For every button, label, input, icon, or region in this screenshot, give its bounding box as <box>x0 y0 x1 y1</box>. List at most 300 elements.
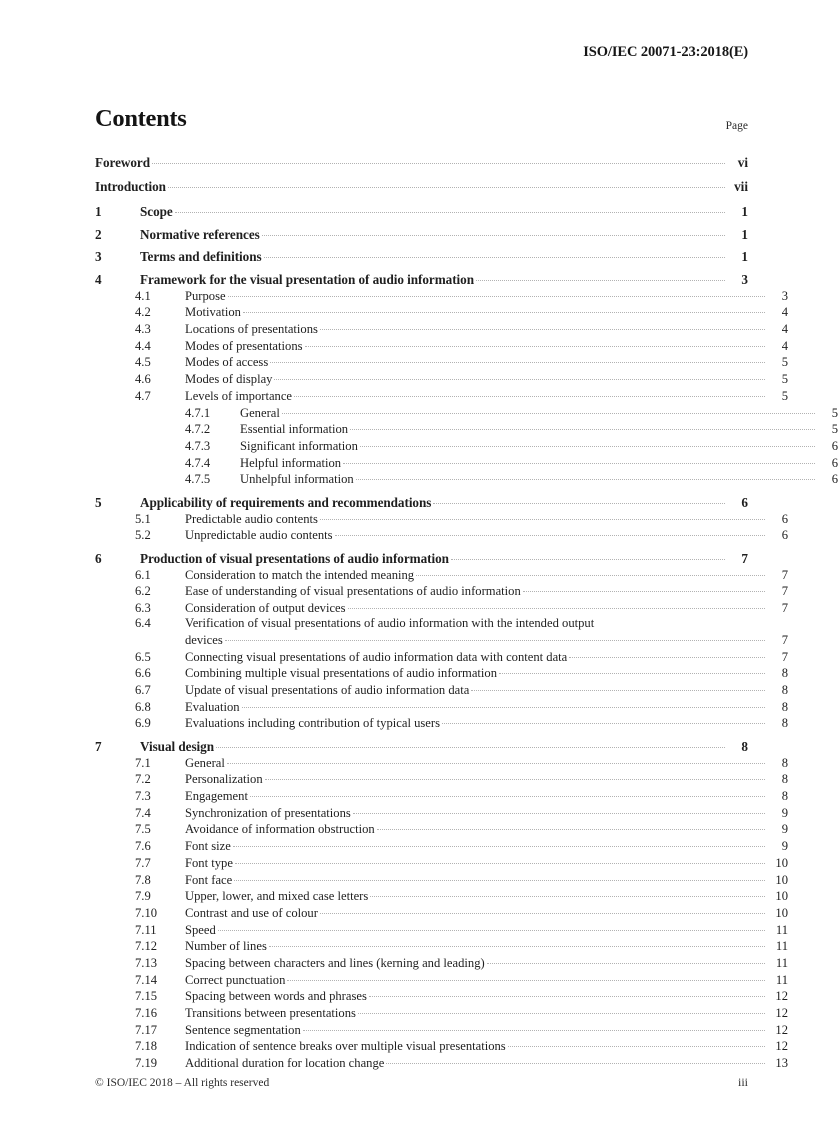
toc-entry-label: Unhelpful information <box>240 472 354 487</box>
toc-entry-label-leader <box>240 421 816 438</box>
toc-entry[interactable] <box>95 1004 788 1021</box>
toc-dot-leader <box>487 954 765 967</box>
toc-entry[interactable] <box>95 437 838 454</box>
toc-dot-leader <box>569 648 764 661</box>
toc-entry-number: 1 <box>95 203 102 219</box>
toc-entry[interactable] <box>95 888 788 905</box>
toc-entry[interactable] <box>95 510 788 527</box>
toc-entry-number: 4.7.4 <box>185 455 211 470</box>
toc-entry-number: 7.7 <box>135 855 151 870</box>
toc-entry-number: 4.2 <box>135 305 151 320</box>
toc-dot-leader <box>320 510 765 523</box>
toc-entry-label-leader <box>185 871 766 888</box>
toc-dot-leader <box>305 337 765 350</box>
toc-dot-leader <box>416 566 764 579</box>
toc-entry-label-leader <box>185 938 766 955</box>
toc-entry[interactable] <box>95 249 748 265</box>
toc-entry-label-leader <box>140 203 726 219</box>
toc-entry-label-leader <box>185 631 766 648</box>
toc-entry-number: 7.10 <box>135 905 158 920</box>
toc-entry-page-number: 12 <box>775 989 788 1004</box>
toc-entry[interactable] <box>95 754 788 771</box>
toc-dot-leader <box>287 971 764 984</box>
toc-entry[interactable] <box>95 854 788 871</box>
toc-entry-page-number: 10 <box>775 905 788 920</box>
toc-entry-page-number: 1 <box>741 249 748 265</box>
toc-entry-number: 7 <box>95 739 102 754</box>
toc-entry-label-leader <box>95 179 726 195</box>
toc-dot-leader <box>320 904 765 917</box>
toc-entry-label-leader <box>185 954 766 971</box>
toc-entry-label-leader <box>95 154 726 170</box>
toc-entry-label: Predictable audio contents <box>185 511 318 526</box>
toc-entry-page-number: 12 <box>775 1039 788 1054</box>
toc-entry-label: Synchronization of presentations <box>185 805 351 820</box>
toc-entry-label: Number of lines <box>185 939 267 954</box>
toc-entry-page-number: 1 <box>741 226 748 242</box>
toc-entry-label-leader <box>185 715 766 732</box>
toc-entry-number: 7.8 <box>135 872 151 887</box>
toc-dot-leader <box>433 494 724 507</box>
toc-dot-leader <box>377 821 765 834</box>
toc-entry-label-leader <box>185 510 766 527</box>
toc-entry-number: 5.2 <box>135 528 151 543</box>
toc-dot-leader <box>348 600 765 613</box>
toc-entry-label: Font type <box>185 855 233 870</box>
toc-entry[interactable] <box>95 738 748 754</box>
toc-entry-label-leader <box>240 454 816 471</box>
toc-entry-number: 4.1 <box>135 288 151 303</box>
toc-entry-page-number: 6 <box>831 438 838 453</box>
toc-entry-page-number: 1 <box>741 203 748 219</box>
toc-entry-number: 4.7.2 <box>185 422 211 437</box>
toc-entry-page-number: 7 <box>741 551 748 567</box>
toc-entry-page-number: 8 <box>781 682 788 697</box>
toc-dot-leader <box>269 938 765 951</box>
toc-entry-number: 7.12 <box>135 939 158 954</box>
toc-entry-label-leader <box>140 249 726 265</box>
toc-entry-label: Combining multiple visual presentations of audio information <box>185 666 498 681</box>
toc-entry-page-number: 11 <box>775 922 788 937</box>
toc-entry[interactable] <box>95 988 788 1005</box>
copyright-notice: © ISO/IEC 2018 – All rights reserved <box>95 1077 270 1089</box>
toc-entry-label-leader <box>185 1004 766 1021</box>
toc-entry-page-number: 8 <box>741 739 748 754</box>
toc-entry-number: 4.7.1 <box>185 405 211 420</box>
toc-entry[interactable] <box>95 337 788 354</box>
toc-entry-number: 4 <box>95 272 102 288</box>
toc-dot-leader <box>282 404 815 417</box>
toc-entry[interactable] <box>95 203 748 219</box>
toc-entry[interactable] <box>95 698 788 715</box>
toc-entry-label: Modes of presentations <box>185 338 303 353</box>
toc-entry-number: 5 <box>95 494 102 510</box>
toc-entry[interactable] <box>95 287 788 304</box>
toc-entry-label: Ease of understanding of visual presentations of audio information <box>185 584 521 599</box>
toc-entry-label: Terms and definitions <box>140 249 262 265</box>
toc-entry-label-leader <box>185 354 766 371</box>
toc-entry-label: Foreword <box>95 154 151 170</box>
toc-dot-leader <box>353 804 765 817</box>
toc-entry-label: General <box>240 405 280 420</box>
toc-entry-label: Sentence segmentation <box>185 1022 301 1037</box>
toc-dot-leader <box>303 1021 765 1034</box>
toc-entry-number: 6.2 <box>135 584 151 599</box>
toc-dot-leader <box>523 583 765 596</box>
toc-entry-page-number: 7 <box>781 649 788 664</box>
toc-entry-label-leader <box>185 838 766 855</box>
toc-dot-leader <box>216 738 725 751</box>
toc-entry-label-leader <box>185 771 766 788</box>
toc-entry[interactable] <box>95 904 788 921</box>
toc-entry-label-leader <box>185 600 766 617</box>
toc-entry[interactable] <box>95 304 788 321</box>
toc-entry-label: Normative references <box>140 226 260 242</box>
toc-entry-label: Additional duration for location change <box>185 1056 385 1071</box>
toc-entry-number: 4.6 <box>135 372 151 387</box>
toc-entry-number: 6.9 <box>135 716 151 731</box>
toc-entry-label: Spacing between words and phrases <box>185 989 367 1004</box>
toc-entry[interactable] <box>95 938 788 955</box>
toc-dot-leader <box>233 838 765 851</box>
toc-entry-number: 4.7.3 <box>185 438 211 453</box>
toc-entry[interactable] <box>95 404 838 421</box>
toc-dot-leader <box>294 387 764 400</box>
toc-entry-label: Framework for the visual presentation of audio information <box>140 272 474 288</box>
toc-entry-label: Levels of importance <box>185 388 293 403</box>
toc-entry-number: 7.14 <box>135 972 158 987</box>
toc-entry-label: Locations of presentations <box>185 322 318 337</box>
toc-entry-page-number: 8 <box>781 716 788 731</box>
toc-dot-leader <box>370 888 764 901</box>
page-folio: iii <box>737 1075 748 1089</box>
toc-entry-page-number: 11 <box>775 972 788 987</box>
toc-entry[interactable] <box>95 321 788 338</box>
toc-entry-label: Production of visual presentations of audio information <box>140 551 449 567</box>
toc-entry-label: Motivation <box>185 305 241 320</box>
toc-entry-label-leader <box>140 550 726 566</box>
toc-dot-leader <box>175 203 725 216</box>
toc-entry[interactable] <box>95 954 788 971</box>
toc-entry-label: Connecting visual presentations of audio information data with content data <box>185 649 568 664</box>
toc-entry[interactable] <box>95 454 838 471</box>
toc-entry-label: Correct punctuation <box>185 972 286 987</box>
toc-dot-leader <box>358 1004 765 1017</box>
toc-entry[interactable] <box>95 871 788 888</box>
toc-entry-label-leader <box>185 754 766 771</box>
toc-entry-label: Introduction <box>95 179 166 195</box>
toc-entry-label-leader <box>185 1021 766 1038</box>
toc-entry-label-leader <box>185 1054 766 1071</box>
toc-entry-label-leader <box>240 404 816 421</box>
toc-entry-page-number: 13 <box>775 1056 788 1071</box>
toc-entry-label-leader <box>185 304 766 321</box>
page-column-header: Page <box>725 120 748 132</box>
toc-entry[interactable] <box>95 494 748 510</box>
toc-entry-number: 6.7 <box>135 682 151 697</box>
toc-entry-label: Verification of visual presentations of audio information with the intended output <box>185 616 595 631</box>
toc-entry-number: 6.3 <box>135 601 151 616</box>
toc-entry-number: 7.1 <box>135 755 151 770</box>
toc-entry-page-number: 10 <box>775 855 788 870</box>
toc-entry[interactable] <box>95 600 788 617</box>
toc-entry-label-leader <box>185 648 766 665</box>
toc-entry-label: Significant information <box>240 438 358 453</box>
toc-entry[interactable] <box>95 616 788 648</box>
toc-entry-label: Transitions between presentations <box>185 1006 356 1020</box>
toc-entry[interactable] <box>95 804 788 821</box>
toc-entry-label: Personalization <box>185 772 263 787</box>
toc-entry-page-number: 6 <box>781 528 788 543</box>
toc-entry-label-leader <box>185 681 766 698</box>
toc-entry[interactable] <box>95 1038 788 1055</box>
toc-entry-label: Visual design <box>140 739 214 754</box>
toc-entry-page-number: 3 <box>781 288 788 303</box>
toc-entry-label: Unpredictable audio contents <box>185 528 333 543</box>
toc-entry-label-leader <box>140 494 726 510</box>
toc-entry-number: 7.16 <box>135 1006 158 1020</box>
page-footer <box>95 1075 748 1090</box>
toc-entry-label-leader <box>185 287 766 304</box>
toc-entry-number: 7.3 <box>135 789 151 804</box>
toc-entry-label-leader <box>240 471 816 488</box>
toc-entry-label-leader <box>185 583 766 600</box>
toc-dot-leader <box>264 249 725 262</box>
toc-entry[interactable] <box>95 971 788 988</box>
toc-entry-label-leader <box>185 665 766 682</box>
toc-entry-number: 7.9 <box>135 889 151 904</box>
toc-dot-leader <box>218 921 765 934</box>
toc-entry-label: Contrast and use of colour <box>185 905 318 920</box>
toc-entry-page-number: 4 <box>781 338 788 353</box>
toc-entry-label: Upper, lower, and mixed case letters <box>185 889 369 904</box>
toc-entry[interactable] <box>95 387 788 404</box>
toc-entry-number: 7.13 <box>135 955 158 970</box>
toc-entry[interactable] <box>95 471 838 488</box>
toc-entry[interactable] <box>95 921 788 938</box>
toc-dot-leader <box>250 787 765 800</box>
toc-entry-number: 4.3 <box>135 322 151 337</box>
toc-entry[interactable] <box>95 787 788 804</box>
toc-entry[interactable] <box>95 226 748 242</box>
table-of-contents <box>95 154 838 1071</box>
toc-entry-label: Avoidance of information obstruction <box>185 822 375 837</box>
toc-entry-page-number: 8 <box>781 772 788 787</box>
toc-entry-number: 5.1 <box>135 511 151 526</box>
toc-entry-label: General <box>185 755 225 770</box>
toc-entry[interactable] <box>95 371 788 388</box>
toc-entry-number: 6.4 <box>135 616 151 631</box>
toc-entry-label-leader <box>185 888 766 905</box>
toc-entry-page-number: 10 <box>775 889 788 904</box>
toc-entry-label-leader <box>185 371 766 388</box>
toc-entry-number: 6.1 <box>135 567 151 582</box>
toc-entry-continuation-line <box>135 631 788 648</box>
toc-dot-leader <box>274 371 764 384</box>
toc-entry-label-leader <box>185 387 766 404</box>
toc-entry-page-number: 4 <box>781 322 788 337</box>
toc-entry-label: Engagement <box>185 789 248 804</box>
toc-dot-leader <box>471 681 764 694</box>
toc-entry-page-number: 5 <box>831 422 838 437</box>
toc-entry-page-number: 5 <box>781 388 788 403</box>
toc-entry-page-number: 4 <box>781 305 788 320</box>
toc-entry-page-number: 6 <box>741 494 748 510</box>
toc-dot-leader <box>442 715 765 728</box>
toc-entry-page-number: 11 <box>775 955 788 970</box>
toc-entry-number: 7.2 <box>135 772 151 787</box>
toc-entry-label: Update of visual presentations of audio information data <box>185 682 470 697</box>
toc-entry[interactable] <box>95 1021 788 1038</box>
toc-entry-label: Purpose <box>185 288 226 303</box>
toc-entry-page-number: 7 <box>781 567 788 582</box>
toc-entry-number: 7.6 <box>135 839 151 854</box>
toc-entry-page-number: 5 <box>781 372 788 387</box>
toc-entry[interactable] <box>95 566 788 583</box>
toc-entry-page-number: 7 <box>781 601 788 616</box>
toc-entry-number: 4.7 <box>135 388 151 403</box>
toc-entry-number: 4.5 <box>135 355 151 370</box>
toc-dot-leader <box>152 154 724 167</box>
toc-entry-number: 3 <box>95 249 102 265</box>
toc-entry-page-number: 12 <box>775 1022 788 1037</box>
toc-dot-leader <box>234 871 764 884</box>
toc-dot-leader <box>235 854 765 867</box>
toc-dot-leader <box>369 988 765 1001</box>
toc-entry[interactable] <box>95 271 748 287</box>
toc-entry-label: Helpful information <box>240 455 342 470</box>
toc-entry[interactable] <box>95 154 748 170</box>
toc-entry[interactable] <box>95 771 788 788</box>
toc-dot-leader <box>335 527 765 540</box>
toc-entry-number: 7.17 <box>135 1022 158 1037</box>
toc-entry[interactable] <box>95 179 748 195</box>
toc-entry[interactable] <box>95 821 788 838</box>
toc-entry-label-leader <box>185 971 766 988</box>
toc-entry[interactable] <box>95 715 788 732</box>
toc-entry-label: Indication of sentence breaks over multiple visual presentations <box>185 1039 506 1054</box>
toc-dot-leader <box>265 771 765 784</box>
toc-dot-leader <box>386 1054 764 1067</box>
toc-entry-page-number: 9 <box>781 805 788 820</box>
toc-entry-page-number: 9 <box>781 822 788 837</box>
toc-entry-page-number: 5 <box>831 405 838 420</box>
toc-entry-number: 7.11 <box>135 922 157 937</box>
toc-entry-label: Modes of access <box>185 355 269 370</box>
toc-dot-leader <box>225 631 765 644</box>
toc-entry-page-number: 8 <box>781 755 788 770</box>
toc-entry-number: 4.4 <box>135 338 151 353</box>
toc-entry-page-number: 8 <box>781 666 788 681</box>
toc-entry-label: Font size <box>185 839 231 854</box>
toc-entry-label-leader <box>185 904 766 921</box>
toc-entry-page-number: 6 <box>831 472 838 487</box>
toc-entry-page-number: 12 <box>775 1006 788 1020</box>
toc-entry-label-leader <box>185 337 766 354</box>
toc-entry[interactable] <box>95 550 748 566</box>
toc-dot-leader <box>242 698 765 711</box>
toc-entry-label: Essential information <box>240 422 349 437</box>
toc-entry[interactable] <box>95 838 788 855</box>
toc-entry-page-number: 11 <box>775 939 788 954</box>
toc-entry-page-number: vii <box>734 179 748 195</box>
toc-dot-leader <box>499 665 764 678</box>
toc-entry-label-leader <box>185 988 766 1005</box>
toc-entry-label: Spacing between characters and lines (kerning and leading) <box>185 955 485 970</box>
toc-entry-label: Evaluation <box>185 699 240 714</box>
toc-entry-page-number: 3 <box>741 272 748 288</box>
toc-dot-leader <box>360 437 815 450</box>
toc-dot-leader <box>350 421 814 434</box>
toc-dot-leader <box>227 754 765 767</box>
toc-entry-label-leader <box>185 527 766 544</box>
toc-entry-label-leader <box>185 804 766 821</box>
toc-entry-label-leader <box>185 787 766 804</box>
toc-entry-label: Consideration to match the intended meaning <box>185 567 415 582</box>
toc-dot-leader <box>270 354 764 367</box>
toc-entry-label-leader <box>185 921 766 938</box>
toc-entry-number: 7.4 <box>135 805 151 820</box>
toc-entry-page-number: 8 <box>781 699 788 714</box>
toc-dot-leader <box>451 550 725 563</box>
toc-entry-label-leader <box>240 437 816 454</box>
toc-entry-number: 7.18 <box>135 1039 158 1054</box>
toc-dot-leader <box>168 179 725 192</box>
toc-entry[interactable] <box>95 583 788 600</box>
toc-entry-page-number: 6 <box>781 511 788 526</box>
toc-entry-number: 6.6 <box>135 666 151 681</box>
toc-entry-label-leader <box>185 566 766 583</box>
toc-entry-number: 6.5 <box>135 649 151 664</box>
toc-entry-label-leader <box>185 821 766 838</box>
toc-entry-number: 7.15 <box>135 989 158 1004</box>
toc-entry-page-number: 8 <box>781 789 788 804</box>
toc-entry[interactable] <box>95 1054 788 1071</box>
toc-entry-label: devices <box>185 632 223 647</box>
toc-dot-leader <box>320 321 765 334</box>
toc-entry-label-leader <box>140 738 726 754</box>
toc-entry-label-leader <box>140 271 726 287</box>
document-number-header: ISO/IEC 20071-23:2018(E) <box>583 44 748 60</box>
toc-dot-leader <box>476 271 725 284</box>
toc-entry[interactable] <box>95 681 788 698</box>
toc-entry-label: Applicability of requirements and recommendations <box>140 494 432 510</box>
toc-entry-label: Scope <box>140 203 173 219</box>
contents-heading-row <box>95 107 748 137</box>
toc-entry[interactable] <box>95 648 788 665</box>
toc-entry-number: 2 <box>95 226 102 242</box>
toc-entry[interactable] <box>95 527 788 544</box>
toc-entry-number: 4.7.5 <box>185 472 211 487</box>
toc-entry-page-number: vi <box>737 154 748 170</box>
toc-entry-page-number: 7 <box>781 632 788 647</box>
toc-dot-leader <box>228 287 765 300</box>
toc-entry-label: Speed <box>185 922 216 937</box>
toc-entry-number: 7.19 <box>135 1056 158 1071</box>
toc-entry[interactable] <box>95 354 788 371</box>
toc-entry-label: Font face <box>185 872 233 887</box>
toc-entry-page-number: 5 <box>781 355 788 370</box>
page-title: Contents <box>95 105 187 132</box>
toc-entry-label-leader <box>185 1038 766 1055</box>
toc-dot-leader <box>262 226 725 239</box>
toc-entry[interactable] <box>95 665 788 682</box>
toc-entry-label-leader <box>185 321 766 338</box>
toc-entry[interactable] <box>95 421 838 438</box>
toc-entry-number: 6.8 <box>135 699 151 714</box>
toc-entry-page-number: 7 <box>781 584 788 599</box>
toc-entry-label-leader <box>185 854 766 871</box>
